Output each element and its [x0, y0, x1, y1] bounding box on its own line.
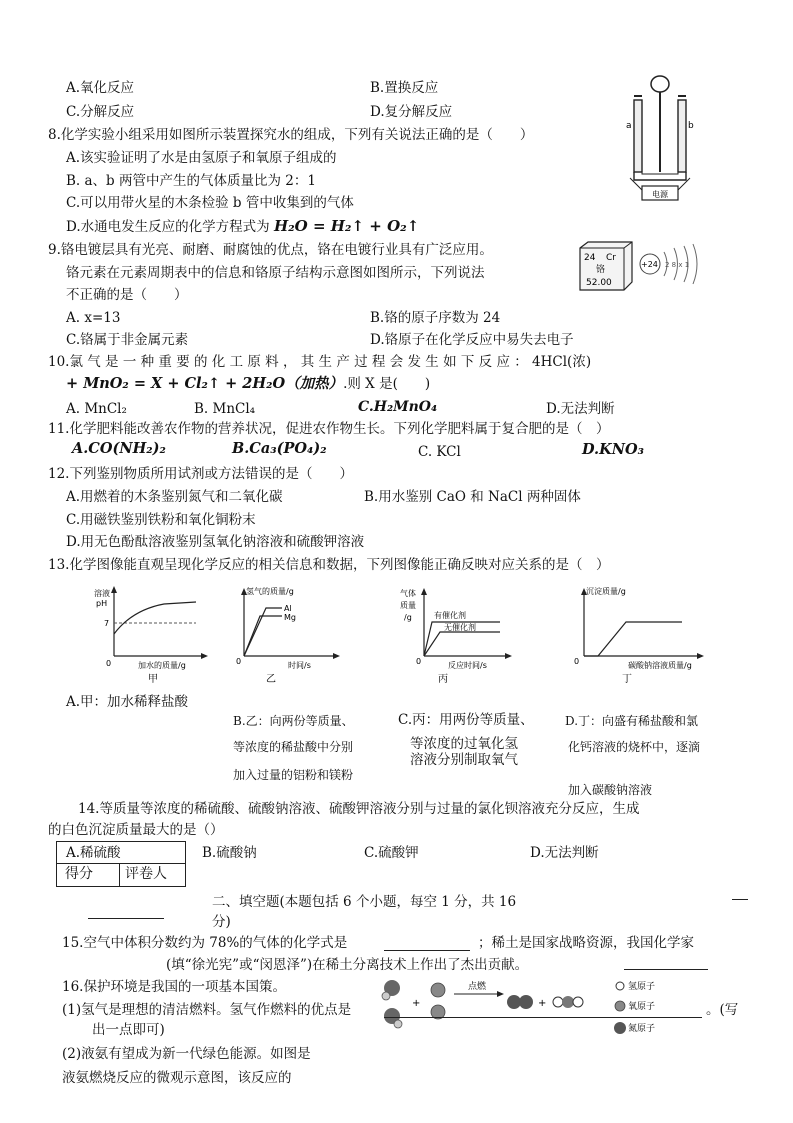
q15-line1a: 15.空气中体积分数约为 78%的气体的化学式是: [62, 935, 348, 951]
q11-stem: 11.化学肥料能改善农作物的营养状况，促进农作物生长。下列化学肥料属于复合肥的是（ ）: [48, 421, 610, 437]
q14-stem-line2: 的白色沉淀质量最大的是（）: [48, 822, 224, 838]
q15-blank-1[interactable]: [384, 950, 470, 951]
q14-option-a: A.稀硫酸: [66, 845, 121, 861]
q11-option-d: D.KNO₃: [582, 441, 644, 458]
graph-bing-ylabel-2: 质量: [400, 601, 416, 610]
graph-bing-xlabel: 反应时间/s: [448, 661, 487, 670]
chromium-atom-structure: [636, 240, 702, 288]
q16-sub1-line1: (1)氢气是理想的清洁燃料。氢气作燃料的优点是: [62, 1002, 352, 1018]
q12-option-b: B.用水鉴别 CaO 和 NaCl 两种固体: [364, 489, 581, 505]
reaction-condition: 点燃: [468, 982, 487, 992]
q8-option-d: [66, 217, 419, 236]
q16-blank-1[interactable]: [384, 1017, 702, 1018]
graph-bing: [396, 584, 516, 686]
q13-option-d-line1: D.丁：向盛有稀盐酸和氯: [565, 714, 699, 728]
graph-jia-xlabel: 加水的质量/g: [138, 661, 186, 670]
q10-option-c: C.H₂MnO₄: [358, 399, 438, 415]
q7-option-a: A.氧化反应: [66, 80, 135, 96]
q11-option-a: A.CO(NH₂)₂: [72, 440, 166, 457]
q13-option-d-line3: 加入碳酸钠溶液: [568, 783, 653, 797]
q10-stem-tail: .则 X 是( ): [343, 376, 431, 392]
graph-bing-origin: 0: [416, 657, 422, 666]
reactant-nh3-molecules: [382, 980, 402, 1028]
graph-ding: [570, 584, 710, 686]
q9-stem-line1: 9.铬电镀层具有光亮、耐磨、耐腐蚀的优点，铬在电镀行业具有广泛应用。: [48, 242, 493, 258]
q13-option-c-line1: C.丙：用两份等质量、: [398, 712, 534, 728]
section2-title: 二、填空题(本题包括 6 个小题，每空 1 分，共 16: [212, 894, 517, 910]
q13-option-b-line1: B.乙：向两份等质量、: [233, 714, 354, 728]
electrolysis-apparatus-figure: [620, 72, 700, 202]
q11-option-b: B.Ca₃(PO₄)₂: [232, 440, 327, 457]
graph-ding-ylabel: 沉淀质量/g: [586, 587, 626, 596]
section2-rule-right: [732, 899, 748, 900]
q15-line2: (填“徐光宪”或“闵恩泽”)在稀土分离技术上作出了杰出贡献。: [166, 957, 529, 973]
q15-blank-2[interactable]: [624, 969, 708, 970]
graph-jia-caption: 甲: [148, 674, 158, 685]
legend-hydrogen: 氢原子: [628, 982, 656, 992]
cell-atomic-number: 24: [584, 253, 596, 263]
q13-option-b-line2: 等浓度的稀盐酸中分别: [233, 740, 354, 754]
q13-stem: 13.化学图像能直观呈现化学反应的相关信息和数据，下列图像能正确反映对应关系的是（ ）: [48, 557, 610, 573]
legend-nitrogen: 氮原子: [628, 1024, 656, 1034]
graph-yi-caption: 乙: [266, 674, 276, 685]
q8-stem: 8.化学实验小组采用如图所示装置探究水的组成，下列有关说法正确的是（ ）: [48, 127, 534, 143]
graph-bing-caption: 丙: [438, 674, 448, 685]
q15-line1b: ；稀土是国家战略资源，我国化学家: [478, 935, 694, 951]
graph-yi-label-al: Al: [284, 604, 292, 613]
q16-sub1-line2: 出一点即可): [92, 1022, 165, 1038]
graph-bing-label-catalyst: 有催化剂: [434, 611, 466, 620]
graph-yi-xlabel: 时间/s: [288, 661, 311, 670]
q12-option-c: C.用磁铁鉴别铁粉和氧化铜粉末: [66, 512, 256, 528]
q13-option-a: A.甲：加水稀释盐酸: [66, 694, 189, 710]
q16-sub1-tail: 。(写: [706, 1002, 739, 1018]
graph-jia: [92, 584, 212, 686]
ammonia-combustion-diagram: [378, 974, 718, 1046]
q16-sub2-line1: (2)液氨有望成为新一代绿色能源。如图是: [62, 1046, 311, 1062]
graph-jia-ylabel-1: 溶液: [94, 589, 110, 598]
legend-oxygen: 氧原子: [628, 1002, 656, 1012]
graph-jia-ylabel-2: pH: [96, 599, 108, 608]
q7-option-d: D.复分解反应: [370, 104, 453, 120]
q10-option-b: B. MnCl₄: [194, 401, 256, 417]
q14-option-d: D.无法判断: [530, 845, 599, 861]
q14-option-c: C.硫酸钾: [364, 845, 419, 861]
q9-option-d: D.铬原子在化学反应中易失去电子: [370, 332, 574, 348]
atom-shell-electrons: 2 8 x 1: [665, 261, 690, 269]
tube-b-label: b: [688, 121, 694, 131]
q7-option-c: C.分解反应: [66, 104, 135, 120]
periodic-cell-chromium: [574, 240, 636, 292]
q12-stem: 12.下列鉴别物质所用试剂或方法错误的是（ ）: [48, 466, 353, 482]
q10-option-a: A. MnCl₂: [66, 401, 127, 417]
q10-stem-line2: [66, 375, 430, 393]
graph-ding-origin: 0: [574, 657, 580, 666]
graph-ding-xlabel: 碳酸钠溶液质量/g: [628, 661, 692, 670]
q9-option-b: B.铬的原子序数为 24: [370, 310, 501, 326]
plus-sign-1: +: [412, 998, 421, 1009]
score-box-score: 得分: [65, 866, 93, 882]
diagram-legend: [614, 980, 655, 1034]
q9-stem-line3: 不正确的是（ ）: [66, 287, 188, 303]
q10-stem-line1: 10.氯 气 是 一 种 重 要 的 化 工 原 料 ， 其 生 产 过 程 会 发 生 如 下 反 应 ： 4HCl(浓): [48, 354, 592, 370]
q16-sub2-line2: 液氨燃烧反应的微观示意图，该反应的: [62, 1070, 292, 1086]
q13-option-d-line2: 化钙溶液的烧杯中，逐滴: [568, 740, 701, 754]
q9-option-c: C.铬属于非金属元素: [66, 332, 189, 348]
tube-a-label: a: [626, 121, 632, 131]
graph-yi-label-mg: Mg: [284, 613, 296, 622]
graph-yi-ylabel: 氢气的质量/g: [246, 587, 294, 596]
graph-ding-caption: 丁: [622, 674, 632, 685]
cell-name: 铬: [596, 265, 606, 275]
q8-equation: H₂O = H₂↑ + O₂↑: [273, 217, 420, 235]
power-supply-label: 电源: [652, 190, 668, 199]
cell-atomic-mass: 52.00: [586, 278, 612, 288]
product-n2-molecules: [507, 995, 533, 1009]
q7-option-b: B.置换反应: [370, 80, 439, 96]
graph-bing-ylabel-3: /g: [404, 613, 412, 622]
q10-equation: + MnO₂ = X + Cl₂↑ + 2H₂O（加热）: [66, 375, 344, 392]
q8-option-a: A.该实验证明了水是由氢原子和氧原子组成的: [66, 150, 337, 166]
section2-rule-left: [88, 918, 164, 919]
q14-stem-line1: 14.等质量等浓度的稀硫酸、硫酸钠溶液、硫酸钾溶液分别与过量的氯化钡溶液充分反应，生成: [78, 801, 640, 817]
graph-bing-label-no-catalyst: 无催化剂: [444, 623, 476, 632]
q14-option-b: B.硫酸钠: [202, 845, 257, 861]
graph-bing-ylabel-1: 气体: [400, 589, 416, 598]
q13-option-c-line2: 等浓度的过氧化氢: [410, 736, 518, 752]
q9-option-a: A. x=13: [66, 310, 121, 326]
reactant-o2-molecules: [431, 983, 445, 1019]
score-box-grader: 评卷人: [125, 866, 167, 882]
q9-stem-line2: 铬元素在元素周期表中的信息和铬原子结构示意图如图所示，下列说法: [66, 265, 485, 281]
cell-symbol: Cr: [606, 253, 616, 263]
q8-option-b: B. a、b 两管中产生的气体质量比为 2：1: [66, 173, 316, 189]
plus-sign-2: +: [538, 998, 547, 1009]
q12-option-a: A.用燃着的木条鉴别氮气和二氧化碳: [66, 489, 283, 505]
graph-yi: [236, 584, 346, 686]
graph-yi-origin: 0: [236, 657, 242, 666]
q10-option-d: D.无法判断: [546, 401, 615, 417]
section2-title-tail: 分): [212, 914, 231, 930]
q13-option-b-line3: 加入过量的铝粉和镁粉: [233, 768, 354, 782]
atom-nucleus-charge: +24: [641, 260, 658, 269]
q11-option-c: C. KCl: [418, 444, 461, 460]
graph-jia-origin: 0: [106, 659, 112, 668]
q8-option-d-prefix: D.水通电发生反应的化学方程式为: [66, 219, 270, 235]
graph-jia-ytick-7: 7: [104, 619, 110, 628]
product-h2o-molecules: [553, 996, 583, 1008]
q12-option-d: D.用无色酚酞溶液鉴别氢氧化钠溶液和硫酸钾溶液: [66, 534, 365, 550]
q8-option-c: C.可以用带火星的木条检验 b 管中收集到的气体: [66, 195, 354, 211]
q16-stem: 16.保护环境是我国的一项基本国策。: [62, 979, 286, 995]
q13-option-c-line3: 溶液分别制取氧气: [410, 752, 518, 768]
